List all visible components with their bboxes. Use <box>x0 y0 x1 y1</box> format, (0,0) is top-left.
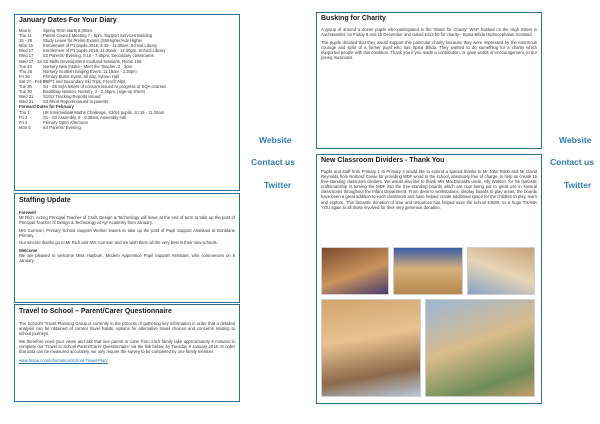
diary-event: Enrolement of P1 pupils 2018, 11.30am - 12.30pm, School Library <box>43 48 166 54</box>
diary-list <box>15 26 239 130</box>
diary-event: S1 - S3 Assembly, 9 - 9.30am, Assembly hall <box>43 114 127 120</box>
diary-event: Primary Open Afternoon <box>43 119 88 125</box>
diary-row <box>19 125 235 130</box>
travel-link[interactable]: www.tssaa.com/information/School-Travel-Plan/ <box>19 358 108 364</box>
diary-event: Booklbug session, Nursery, 2 - 2.45pm, (sign-up sheet) <box>43 89 146 95</box>
busking-paragraph-2: The pupils decided that they would support this particular charity because they were impressed by the enormous courage and spirit of a former pupil who has Spina Bifida. They wanted to do something for a charity which supported people with this condition. Thank you if you made a contribution, or gave words of encouragement, to our young musicians. <box>321 39 537 60</box>
busking-title: Busking for Charity <box>321 15 386 22</box>
welcome-paragraph: We are pleased to welcome Miss Hayburn, Modern Apprentice Pupil Support Assistant, who commences on 8 January. <box>19 253 235 264</box>
diary-event: S4 - S6 SQA letters of concern issued re progress or SQA courses <box>43 84 167 90</box>
diary-event: Nursery New Intake - Meet the Teacher, 2 - 3pm <box>43 63 133 69</box>
diary-event: S2 Skills Development Scotland sessions, Room 106 <box>43 58 142 64</box>
diary-date: Wed 17 - 19 <box>19 58 42 64</box>
photo-dividers-5 <box>425 299 535 397</box>
divider-photos <box>321 247 537 399</box>
diary-date: Mon 5 <box>19 124 31 130</box>
website-link[interactable]: Website <box>259 135 292 145</box>
diary-date: Tue 23 <box>19 63 32 69</box>
diary-date: Fri 2 <box>19 119 28 125</box>
dividers-paragraph: Pupils and staff from Primary 1 to Primary 4 would like to extend a special thanks to Mr John Robb and Mr David Reynolds from Norbord Cowie for providing MDF wood to the school, absolutely free of charge, to help us create 15 free-standing classroom dividers. We would also like to thank Mrs MacDonald's uncle, Ally Watson, for his fantastic craftsmanship in turning the MDF into the free-standing boards which are now being put to great use in several classrooms throughout the Infant Department. From dens to workstations, display boards to play areas, the boards have been a great addition to each classroom and have helped create additional space for the children to play, learn and explore. This fantastic donation of time and resources has helped save the school £3500, so a huge THANK YOU again to all those involved for their very generous donation. <box>321 169 537 210</box>
diary-box <box>14 14 240 191</box>
diary-event: S1/S2 Tracking Reports issued <box>43 94 101 100</box>
diary-event: Spring Term starts 9.00am <box>43 28 93 33</box>
diary-date: Fri 26 <box>19 73 30 79</box>
twitter-link-right[interactable]: Twitter <box>564 180 592 190</box>
farewell-paragraph-1: Mr Rich, Acting Principal Teacher of Craft, Design & Technology will leave at the end of term to take up the post of Principal Teacher of Design & Technology at Ayr Academy from January. <box>19 215 235 226</box>
diary-event: S2 Parents' Evening, 5.15 - 7.45pm, Secondary classrooms <box>43 53 154 59</box>
staffing-title: Staffing Update <box>19 197 71 204</box>
diary-event: Primary Burns Event, all day, Aytoun Hall <box>43 73 119 79</box>
travel-paragraph-2: We therefore need your views and ask that one parent or carer from each family take approximately 5 minutes to complete our 'Travel to School Parent/Carer Questionnaire' via the link below, by Tuesday 9 January 2018. In order that data can be measured accurately, we only require the survey to be completed by one family member. <box>19 338 235 354</box>
photo-dividers-1 <box>321 247 389 295</box>
travel-paragraph-1: The School's Travel Planning Group is currently in the process of gathering key information in order that a detailed analysis can be obtained of current travel habits, options for alternative travel choices and concerns relating to school journeys. <box>19 321 235 337</box>
travel-body <box>15 317 239 363</box>
contact-us-link[interactable]: Contact us <box>251 157 295 167</box>
diary-date: Wed 31 <box>19 99 34 105</box>
farewell-paragraph-2: Mrs Curnson, Primary School Support Worker leaves to take up the post of Pupil Support Assistant at Dunblane Primary. <box>19 227 235 238</box>
diary-date: Wed 17 <box>19 48 34 54</box>
diary-date: Tue 30 <box>19 84 32 90</box>
diary-event: Nursery Scottish Singing Event, 11.15am - 2.30pm <box>43 68 137 74</box>
busking-paragraph-1: A group of around a dozen pupils who participated in the 'Music for Charity' WAP, busked on the High Street in Auchterarder, on Friday 8 and 15 December and raised £113.50 for charity - Spina Bifida Hydrocephalus Scotland. <box>321 27 537 38</box>
busking-body <box>317 24 541 60</box>
farewell-heading: Farewell <box>19 210 36 215</box>
travel-title: Travel to School – Parent/Carer Questionnaire <box>19 308 172 315</box>
diary-date: Sat 27 - Feb 3 <box>19 78 46 84</box>
staffing-body <box>15 206 239 263</box>
dividers-body <box>317 166 541 210</box>
dividers-box <box>316 154 542 404</box>
diary-title: January Dates For Your Diary <box>19 17 117 24</box>
diary-date: Tue 30 <box>19 89 32 95</box>
website-link-right[interactable]: Website <box>559 135 592 145</box>
diary-date: Fri 2 <box>19 114 28 120</box>
diary-event: Enrolement of P1 pupils 2018, 8.45 - 11.30am, School Library <box>43 43 158 49</box>
diary-date: Wed 31 <box>19 94 34 100</box>
diary-event: Parent Council Meeting 7 - 9pm, Support Services Building <box>43 33 153 39</box>
diary-event: Study Leave for Prelim Exams (S5/Higher/Adv Higher <box>43 38 143 44</box>
travel-box <box>14 304 240 402</box>
diary-date: Thu 25 <box>19 68 33 74</box>
welcome-heading: Welcome <box>19 248 38 254</box>
photo-dividers-2 <box>393 247 463 295</box>
busking-box <box>316 12 542 149</box>
contact-us-link-right[interactable]: Contact us <box>550 157 594 167</box>
dividers-title: New Classroom Dividers - Thank You <box>321 157 445 164</box>
diary-event: S3 Short Reports issued to parents <box>43 99 109 105</box>
february-heading: Forward Dates for February <box>19 104 74 110</box>
diary-date: Wed 17 <box>19 53 34 59</box>
diary-event: UK Intermediate Maths Challenge, S3/S4 pupils, 10.15 - 11.20am <box>43 109 165 115</box>
diary-date: Mon 8 <box>19 28 31 33</box>
photo-dividers-3 <box>467 247 535 295</box>
diary-date: Thu 1 <box>19 109 30 115</box>
twitter-link[interactable]: Twitter <box>264 180 292 190</box>
staffing-box <box>14 193 240 303</box>
diary-date: Thu 11 <box>19 33 32 39</box>
diary-date: Mon 15 <box>19 43 33 49</box>
photo-dividers-4 <box>321 299 421 397</box>
diary-event: P6/P7 and Secondary Ski Trips, French Alps <box>43 78 126 84</box>
diary-event: S4 Parents' Evening <box>43 124 81 130</box>
diary-date: 15 - 26 <box>19 38 33 44</box>
farewell-paragraph-3: Our sincere thanks go to Mr Rich and Mrs Curnson and we wish them all the very best in their new schools. <box>19 240 218 246</box>
